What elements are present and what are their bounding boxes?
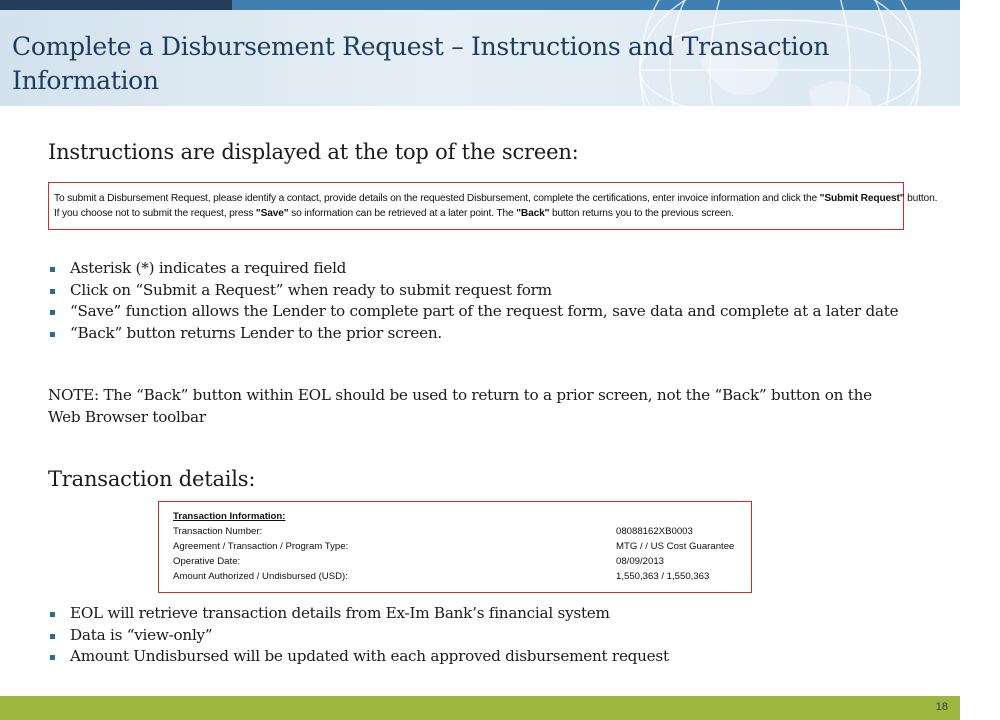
list-item <box>48 258 908 280</box>
bullet-icon <box>50 332 55 337</box>
bullet-text: EOL will retrieve transaction details from Ex-Im Bank’s financial system <box>70 604 610 622</box>
back-label: "Back" <box>516 208 550 219</box>
list-item <box>48 280 908 302</box>
bullet-icon <box>50 267 55 272</box>
note-text: NOTE: The “Back” button within EOL should be used to return to a prior screen, not the “Back” button on the Web Browser toolbar <box>48 386 872 426</box>
bullet-text: Asterisk (*) indicates a required field <box>70 259 347 277</box>
page-number: 18 <box>935 701 948 713</box>
bullet-text: Data is “view-only” <box>70 625 213 644</box>
list-item <box>48 625 908 647</box>
bullet-icon <box>50 310 55 315</box>
instructions-line-1 <box>54 191 938 206</box>
bullet-text: “Save” function allows the Lender to complete part of the request form, save data and complete at a later date <box>70 302 899 321</box>
bullet-text: Click on “Submit a Request” when ready to submit request form <box>70 280 552 299</box>
instructions-text: button. <box>904 193 938 204</box>
instructions-screenshot <box>48 182 938 230</box>
instruction-bullets <box>48 258 908 344</box>
submit-request-label: "Submit Request" <box>819 193 905 204</box>
bullet-icon <box>50 634 55 639</box>
transaction-bullets <box>48 603 908 668</box>
transaction-info-screenshot <box>158 501 752 593</box>
list-item <box>48 323 908 345</box>
bullet-icon <box>50 612 55 617</box>
bullet-text: Amount Undisbursed will be updated with each approved disbursement request <box>70 647 669 666</box>
transaction-row <box>173 541 743 555</box>
list-item <box>48 301 908 323</box>
instructions-text: To submit a Disbursement Request, please identify a contact, provide details on the requested Disbursement, complete the certifications, enter invoice information and click the <box>54 193 820 204</box>
bullet-icon <box>50 289 55 294</box>
transaction-value: 08/09/2013 <box>616 556 665 567</box>
instructions-text: If you choose not to submit the request, press <box>54 208 256 219</box>
top-accent-dark <box>0 0 232 10</box>
instructions-line-2 <box>54 206 898 221</box>
transaction-heading: Transaction details: <box>48 467 256 491</box>
transaction-label: Transaction Number: <box>173 526 263 537</box>
footer-bar <box>0 696 960 720</box>
instructions-text: so information can be retrieved at a later point. The <box>288 208 517 219</box>
transaction-value: MTG / / US Cost Guarantee <box>616 541 735 552</box>
transaction-label: Agreement / Transaction / Program Type: <box>173 541 349 552</box>
save-label: "Save" <box>255 208 289 219</box>
transaction-info-title: Transaction Information: <box>173 511 286 522</box>
instructions-heading: Instructions are displayed at the top of the screen: <box>48 140 579 164</box>
transaction-value: 1,550,363 / 1,550,363 <box>616 571 710 582</box>
bullet-text: “Back” button returns Lender to the prior screen. <box>70 323 442 342</box>
list-item <box>48 603 908 625</box>
bullet-icon <box>50 655 55 660</box>
transaction-value: 08088162XB0003 <box>616 526 693 537</box>
title-banner <box>0 10 960 106</box>
transaction-row <box>173 571 743 585</box>
transaction-label: Amount Authorized / Undisbursed (USD): <box>173 571 348 582</box>
list-item <box>48 646 908 668</box>
transaction-row <box>173 526 743 540</box>
transaction-label: Operative Date: <box>173 556 241 567</box>
slide-title: Complete a Disbursement Request – Instructions and Transaction Information <box>12 32 830 95</box>
transaction-row <box>173 556 743 570</box>
instructions-text: button returns you to the previous screen. <box>549 208 734 219</box>
